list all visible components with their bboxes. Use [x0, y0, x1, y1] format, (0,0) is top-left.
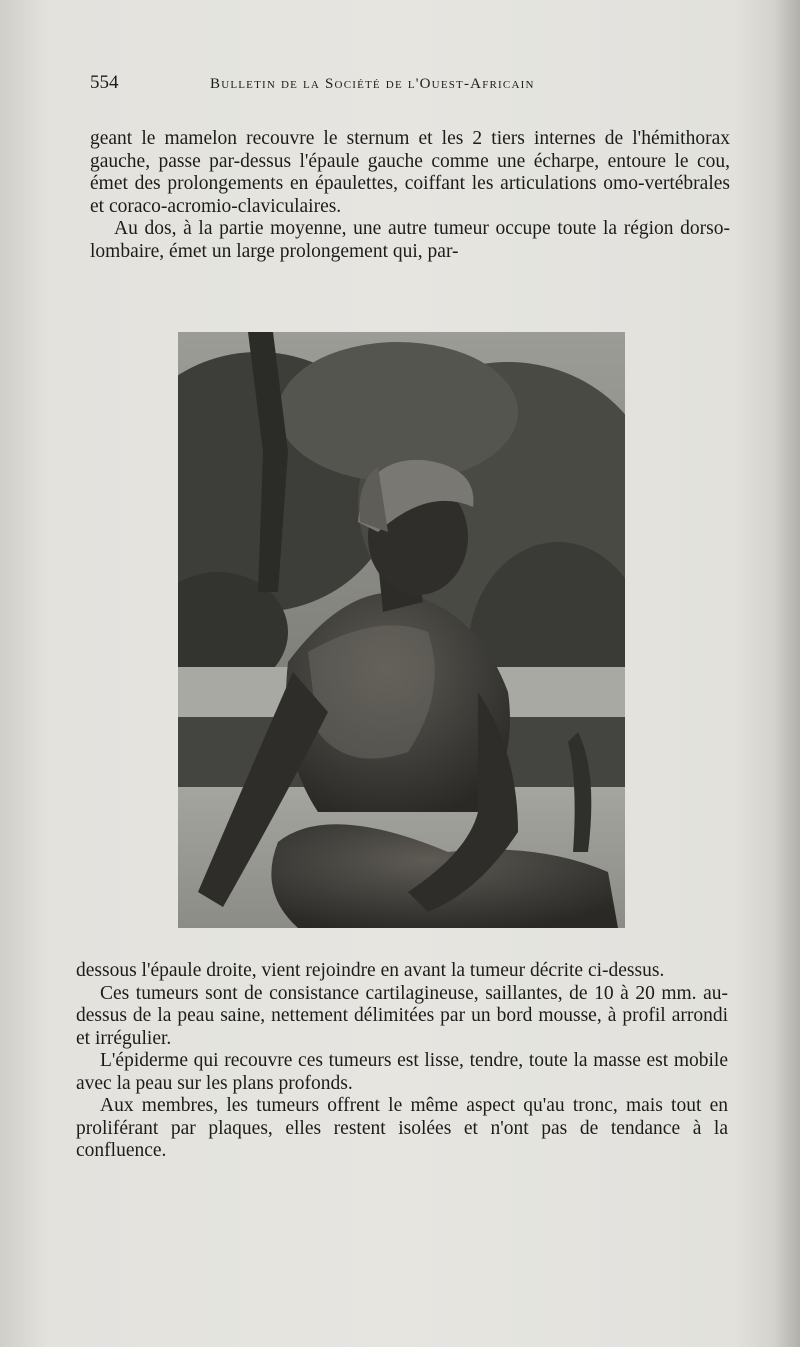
- photograph-seated-woman: [178, 332, 625, 928]
- page-number: 554: [90, 72, 119, 93]
- journal-title: Bulletin de la Société de l'Ouest-Africain: [210, 76, 535, 92]
- body-text-bottom: [76, 960, 728, 1163]
- page-gutter-shadow: [774, 0, 800, 1347]
- paragraph: geant le mamelon recouvre le sternum et les 2 tiers internes de l'hémithorax gauche, passe par-dessus l'épaule gauche comme une écharpe, entoure le cou, émet des prolongements en épaulettes, coiffant les articulations omo-vertébrales et coraco-acromio-claviculaires.: [90, 128, 730, 217]
- paragraph: Au dos, à la partie moyenne, une autre tumeur occupe toute la région dorso-lombaire, émet un large prolongement qui, par-: [90, 218, 730, 262]
- paragraph: Ces tumeurs sont de consistance cartilagineuse, saillantes, de 10 à 20 mm. au-dessus de la peau saine, nettement délimitées par un bord mousse, à profil arrondi et irrégulier.: [76, 982, 728, 1049]
- running-head: [90, 72, 730, 100]
- paragraph: L'épiderme qui recouvre ces tumeurs est lisse, tendre, toute la masse est mobile avec la peau sur les plans profonds.: [76, 1050, 728, 1094]
- body-text-top: [90, 128, 730, 263]
- paragraph: Aux membres, les tumeurs offrent le même aspect qu'au tronc, mais tout en proliférant par plaques, elles restent isolées et n'ont pas de tendance à la confluence.: [76, 1095, 728, 1161]
- paragraph: dessous l'épaule droite, vient rejoindre en avant la tumeur décrite ci-dessus.: [76, 960, 665, 981]
